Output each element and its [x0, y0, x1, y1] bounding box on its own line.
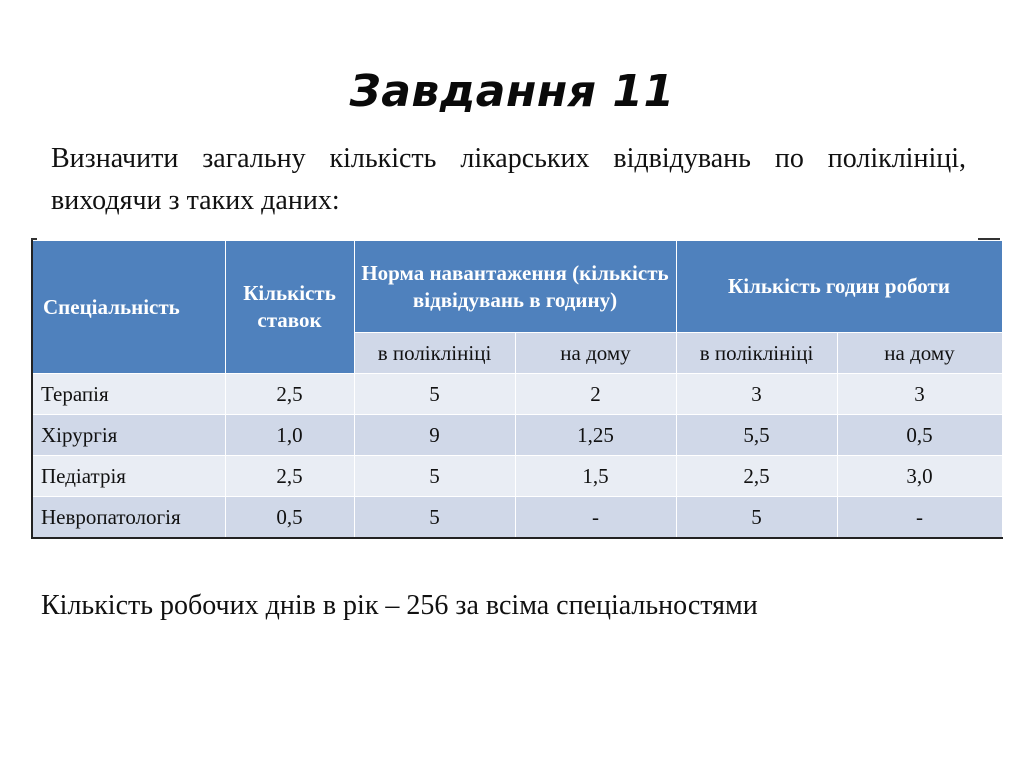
visits-data-table	[31, 240, 1003, 539]
cell-hours-clinic: 2,5	[676, 456, 837, 497]
header-load-norm: Норма навантаження (кількість відвідувань в годину)	[354, 241, 676, 333]
cell-hours-home: 0,5	[837, 415, 1002, 456]
cell-norm-home: 1,5	[515, 456, 676, 497]
header-rates: Кількість ставок	[225, 241, 354, 374]
cell-hours-home: 3,0	[837, 456, 1002, 497]
cell-hours-clinic: 5	[676, 497, 837, 539]
cell-specialty: Хірургія	[32, 415, 225, 456]
cell-specialty: Терапія	[32, 374, 225, 415]
slide-title: Завдання 11	[349, 66, 675, 117]
cell-norm-clinic: 5	[354, 456, 515, 497]
cell-norm-home: -	[515, 497, 676, 539]
cell-rates: 0,5	[225, 497, 354, 539]
cell-hours-home: 3	[837, 374, 1002, 415]
table-row	[32, 415, 1002, 456]
cell-specialty: Невропатологія	[32, 497, 225, 539]
subheader-hours-clinic: в поліклініці	[676, 333, 837, 374]
table-row	[32, 456, 1002, 497]
subheader-norm-home: на дому	[515, 333, 676, 374]
cell-hours-home: -	[837, 497, 1002, 539]
header-work-hours: Кількість годин роботи	[676, 241, 1002, 333]
cell-norm-clinic: 5	[354, 374, 515, 415]
cell-rates: 2,5	[225, 456, 354, 497]
cell-norm-home: 1,25	[515, 415, 676, 456]
cell-rates: 2,5	[225, 374, 354, 415]
cell-norm-home: 2	[515, 374, 676, 415]
header-specialty: Спеціальність	[32, 241, 225, 374]
table-row	[32, 497, 1002, 539]
cell-norm-clinic: 9	[354, 415, 515, 456]
subheader-norm-clinic: в поліклініці	[354, 333, 515, 374]
task-description: Визначити загальну кількість лікарських відвідувань по поліклініці, виходячи з таких даних:	[51, 143, 966, 216]
subheader-hours-home: на дому	[837, 333, 1002, 374]
cell-rates: 1,0	[225, 415, 354, 456]
cell-specialty: Педіатрія	[32, 456, 225, 497]
table-row	[32, 374, 1002, 415]
working-days-note: Кількість робочих днів в рік – 256 за всіма спеціальностями	[41, 590, 758, 621]
data-table-container	[31, 240, 1003, 539]
cell-hours-clinic: 3	[676, 374, 837, 415]
cell-norm-clinic: 5	[354, 497, 515, 539]
cell-hours-clinic: 5,5	[676, 415, 837, 456]
